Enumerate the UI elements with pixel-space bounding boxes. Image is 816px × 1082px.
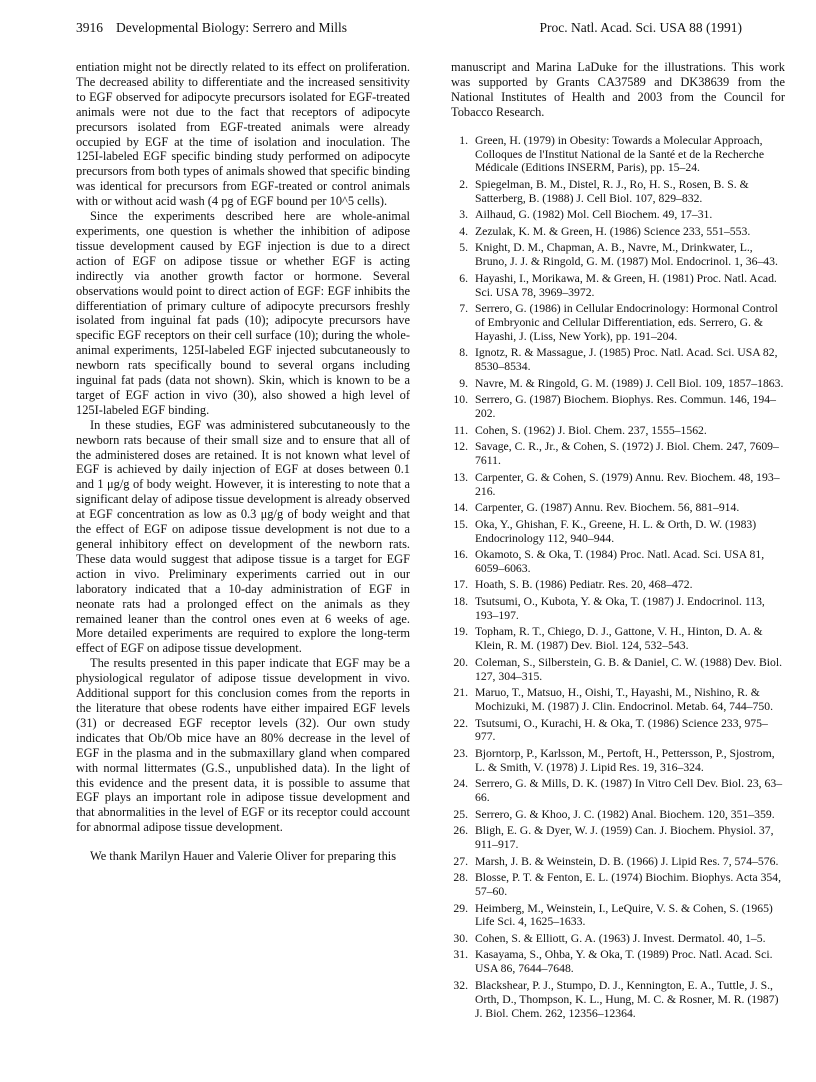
reference-number: 15. [453, 517, 468, 531]
reference-item [451, 393, 785, 421]
reference-number: 12. [453, 440, 468, 454]
reference-text: Cohen, S. & Elliott, G. A. (1963) J. Invest. Dermatol. 40, 1–5. [475, 931, 766, 945]
reference-item [451, 747, 785, 775]
reference-number: 29. [453, 901, 468, 915]
reference-item [451, 424, 785, 438]
reference-text: Carpenter, G. (1987) Annu. Rev. Biochem. 56, 881–914. [475, 501, 740, 515]
reference-number: 6. [459, 271, 468, 285]
reference-text: Blosse, P. T. & Fenton, E. L. (1974) Biochim. Biophys. Acta 354, 57–60. [475, 871, 782, 899]
reference-item [451, 241, 785, 269]
reference-number: 19. [453, 625, 468, 639]
reference-number: 14. [453, 501, 468, 515]
reference-text: Ailhaud, G. (1982) Mol. Cell Biochem. 49, 17–31. [475, 208, 713, 222]
reference-text: Savage, C. R., Jr., & Cohen, S. (1972) J. Biol. Chem. 247, 7609–7611. [475, 440, 779, 468]
reference-text: Knight, D. M., Chapman, A. B., Navre, M., Drinkwater, L., Bruno, J. J. & Ringold, G. M. (1987) Mol. Endocrinol. 1, 36–43. [475, 241, 778, 269]
reference-item [451, 225, 785, 239]
reference-item [451, 717, 785, 745]
reference-text: Serrero, G. & Mills, D. K. (1987) In Vitro Cell Dev. Biol. 23, 63–66. [475, 777, 783, 805]
reference-number: 24. [453, 777, 468, 791]
reference-item [451, 346, 785, 374]
reference-number: 1. [459, 133, 468, 147]
reference-number: 13. [453, 470, 468, 484]
reference-item [451, 932, 785, 946]
acknowledgments-start: We thank Marilyn Hauer and Valerie Oliver for preparing this [90, 849, 397, 864]
reference-text: Ignotz, R. & Massague, J. (1985) Proc. Natl. Acad. Sci. USA 82, 8530–8534. [475, 346, 778, 374]
reference-number: 16. [453, 548, 468, 561]
reference-item [451, 578, 785, 592]
reference-number: 4. [459, 224, 468, 238]
section-title: Developmental Biology: Serrero and Mills [116, 20, 347, 35]
reference-number: 18. [453, 594, 468, 608]
reference-text: Bjorntorp, P., Karlsson, M., Pertoft, H., Pettersson, P., Sjostrom, L. & Smith, V. (1978) J. Lipid Res. 19, 316–324. [475, 746, 775, 774]
reference-item [451, 518, 785, 546]
reference-item [451, 871, 785, 899]
reference-number: 20. [453, 655, 468, 669]
reference-text: Blackshear, P. J., Stumpo, D. J., Kennington, E. A., Tuttle, J. S., Orth, D., Thompson, K. L., Hung, M. C. & Rosner, M. R. (1987) J. Biol. Chem. 262, 12356–12364. [475, 978, 779, 1020]
reference-item [451, 979, 785, 1021]
reference-number: 26. [453, 824, 468, 838]
reference-item [451, 471, 785, 499]
reference-item [451, 208, 785, 222]
reference-text: Tsutsumi, O., Kubota, Y. & Oka, T. (1987) J. Endocrinol. 113, 193–197. [475, 594, 765, 622]
left-column [76, 60, 410, 864]
page-header [76, 20, 742, 42]
reference-text: Kasayama, S., Ohba, Y. & Oka, T. (1989) Proc. Natl. Acad. Sci. USA 86, 7644–7648. [475, 948, 773, 976]
reference-text: Marsh, J. B. & Weinstein, D. B. (1966) J. Lipid Res. 7, 574–576. [475, 854, 779, 868]
reference-item [451, 656, 785, 684]
reference-number: 25. [453, 807, 468, 821]
paragraph-administration: In these studies, EGF was administered subcutaneously to the newborn rats because of their small size and to ensure that all of the administered doses are retained. It is not known what level of EGF is achieved by daily injection of EGF at doses between 0.1 and 1 μg/g of body weight. However, it is interesting to note that a significant delay of adipose tissue development is already observed at EGF concentration as low as 0.3 μg/g of body weight and that the effect of EGF on adipose tissue development is not due to a general inhibitory effect on development of the newborn rats. These data would suggest that adipose tissue is a target for EGF action in vivo. Preliminary experiments carried out in our laboratory indicated that a 10-day administration of EGF in neonate rats had a prolonged effect on the animals as they remained leaner than the control ones even at 6 weeks of age. More detailed experiments are required to explore the long-term effect of EGF on adipose tissue development. [76, 417, 410, 656]
reference-number: 30. [453, 931, 468, 945]
reference-item [451, 272, 785, 300]
reference-number: 31. [453, 948, 468, 962]
reference-list [451, 134, 785, 1021]
reference-text: Serrero, G. (1986) in Cellular Endocrinology: Hormonal Control of Embryonic and Cellular Differentiation, eds. Serrero, G. & Hayashi, J. (Liss, New York), pp. 191–204. [475, 302, 778, 343]
reference-text: Hoath, S. B. (1986) Pediatr. Res. 20, 468–472. [475, 578, 693, 592]
reference-text: Serrero, G. & Khoo, J. C. (1982) Anal. Biochem. 120, 351–359. [475, 807, 775, 821]
reference-number: 8. [459, 346, 468, 360]
reference-item [451, 808, 785, 822]
reference-number: 27. [453, 854, 468, 868]
reference-text: Carpenter, G. & Cohen, S. (1979) Annu. Rev. Biochem. 48, 193–216. [475, 470, 780, 498]
reference-item [451, 595, 785, 623]
reference-text: Oka, Y., Ghishan, F. K., Greene, H. L. & Orth, D. W. (1983) Endocrinology 112, 940–944. [475, 517, 757, 545]
reference-item [451, 302, 785, 344]
reference-text: Coleman, S., Silberstein, G. B. & Daniel, C. W. (1988) Dev. Biol. 127, 304–315. [475, 655, 782, 683]
reference-text: Hayashi, I., Morikawa, M. & Green, H. (1981) Proc. Natl. Acad. Sci. USA 78, 3969–3972. [475, 271, 777, 299]
reference-number: 17. [453, 578, 468, 592]
reference-text: Tsutsumi, O., Kurachi, H. & Oka, T. (1986) Science 233, 975–977. [475, 716, 768, 744]
reference-item [451, 134, 785, 176]
reference-number: 9. [459, 376, 468, 390]
reference-text: Bligh, E. G. & Dyer, W. J. (1959) Can. J. Biochem. Physiol. 37, 911–917. [475, 824, 774, 852]
reference-number: 3. [459, 208, 468, 222]
reference-text: Serrero, G. (1987) Biochem. Biophys. Res. Commun. 146, 194–202. [475, 393, 776, 421]
reference-item [451, 824, 785, 852]
reference-number: 28. [453, 871, 468, 885]
paragraph-continued: entiation might not be directly related to its effect on proliferation. The decreased ability to differentiate and the increased sensitivity to EGF observed for adipocyte precursors isolated for EGF-treated animals were not due to the fact that receptors of adipocyte precursors isolated from EGF-treated animals were already occupied by EGF at the time of isolation and inoculation. The 125I-labeled EGF specific binding study performed on adipocyte precursors from both types of animals showed that specific binding was identical for precursors from EGF-treated or control animals with or without acid wash (4 pg of EGF bound per 10^5 cells). [76, 60, 410, 209]
reference-number: 22. [453, 716, 468, 730]
acknowledgments-continued: manuscript and Marina LaDuke for the illustrations. This work was supported by Grants CA37589 and DK38639 from the National Institutes of Health and 2003 from the Council for Tobacco Research. [451, 60, 785, 119]
reference-text: Maruo, T., Matsuo, H., Oishi, T., Hayashi, M., Nishino, R. & Mochizuki, M. (1987) J. Clin. Endocrinol. Metab. 64, 744–750. [475, 686, 774, 714]
reference-text: Okamoto, S. & Oka, T. (1984) Proc. Natl. Acad. Sci. USA 81, 6059–6063. [475, 548, 765, 575]
reference-item [451, 377, 785, 391]
reference-item [451, 855, 785, 869]
paragraph-conclusion: The results presented in this paper indicate that EGF may be a physiological regulator of adipose tissue development in vivo. Additional support for this conclusion comes from the reports in the literature that obese rodents have either impaired EGF levels (31) or decreased EGF receptor levels (32). Our own study indicates that Ob/Ob mice have an 80% decrease in the level of EGF in the plasma and in the submaxillary gland when compared with normal littermates (G.S., unpublished data). In the light of this evidence and the present data, it is possible to assume that EGF plays an important role in adipose tissue development and that abnormalities in the level of EGF or its receptor could account for abnormal adipose tissue development. [76, 656, 410, 835]
reference-text: Heimberg, M., Weinstein, I., LeQuire, V. S. & Cohen, S. (1965) Life Sci. 4, 1625–1633. [475, 901, 773, 929]
reference-item [451, 440, 785, 468]
reference-number: 7. [459, 302, 468, 316]
page-number: 3916 [76, 20, 103, 35]
reference-number: 23. [453, 746, 468, 760]
reference-text: Spiegelman, B. M., Distel, R. J., Ro, H. S., Rosen, B. S. & Satterberg, B. (1988) J. Cell Biol. 107, 829–832. [475, 177, 749, 205]
reference-number: 11. [453, 423, 468, 437]
journal-citation: Proc. Natl. Acad. Sci. USA 88 (1991) [539, 20, 742, 35]
reference-text: Topham, R. T., Chiego, D. J., Gattone, V. H., Hinton, D. A. & Klein, R. M. (1987) Dev. Biol. 124, 532–543. [475, 625, 763, 653]
reference-item [451, 777, 785, 805]
reference-number: 21. [453, 686, 468, 700]
paragraph-direct-action: Since the experiments described here are whole-animal experiments, one question is whether the inhibition of adipose tissue development caused by EGF injection is due to a direct action of EGF on adipose tissue or whether EGF is acting indirectly via another growth factor or hormone. Several observations would point to direct action of EGF: EGF inhibits the differentiation of primary culture of adipocyte precursors freshly isolated from inguinal fat pads (10); adipocyte precursors have specific EGF receptors on their cell surface (10); during the whole-animal experiments, 125I-labeled EGF injected subcutaneously to newborn rats specifically bound to several organs including inguinal fat pads (data not shown). Skin, which is known to be a target of EGF action in vivo (30), also showed a high level of 125I-labeled EGF binding. [76, 209, 410, 417]
reference-text: Navre, M. & Ringold, G. M. (1989) J. Cell Biol. 109, 1857–1863. [475, 376, 784, 390]
reference-item [451, 686, 785, 714]
right-column [451, 60, 785, 1023]
reference-item [451, 902, 785, 930]
reference-item [451, 501, 785, 515]
reference-text: Green, H. (1979) in Obesity: Towards a Molecular Approach, Colloques de l'Institut National de la Santé et de la Recherche Médicale (Editions INSERM, Paris), pp. 15–24. [475, 133, 765, 175]
reference-item [451, 178, 785, 206]
reference-number: 10. [453, 393, 468, 407]
reference-item [451, 948, 785, 976]
reference-number: 2. [459, 177, 468, 191]
reference-item [451, 548, 785, 576]
reference-item [451, 625, 785, 653]
reference-text: Zezulak, K. M. & Green, H. (1986) Science 233, 551–553. [475, 224, 751, 238]
reference-text: Cohen, S. (1962) J. Biol. Chem. 237, 1555–1562. [475, 423, 707, 437]
reference-number: 32. [453, 978, 468, 992]
reference-number: 5. [459, 241, 468, 255]
